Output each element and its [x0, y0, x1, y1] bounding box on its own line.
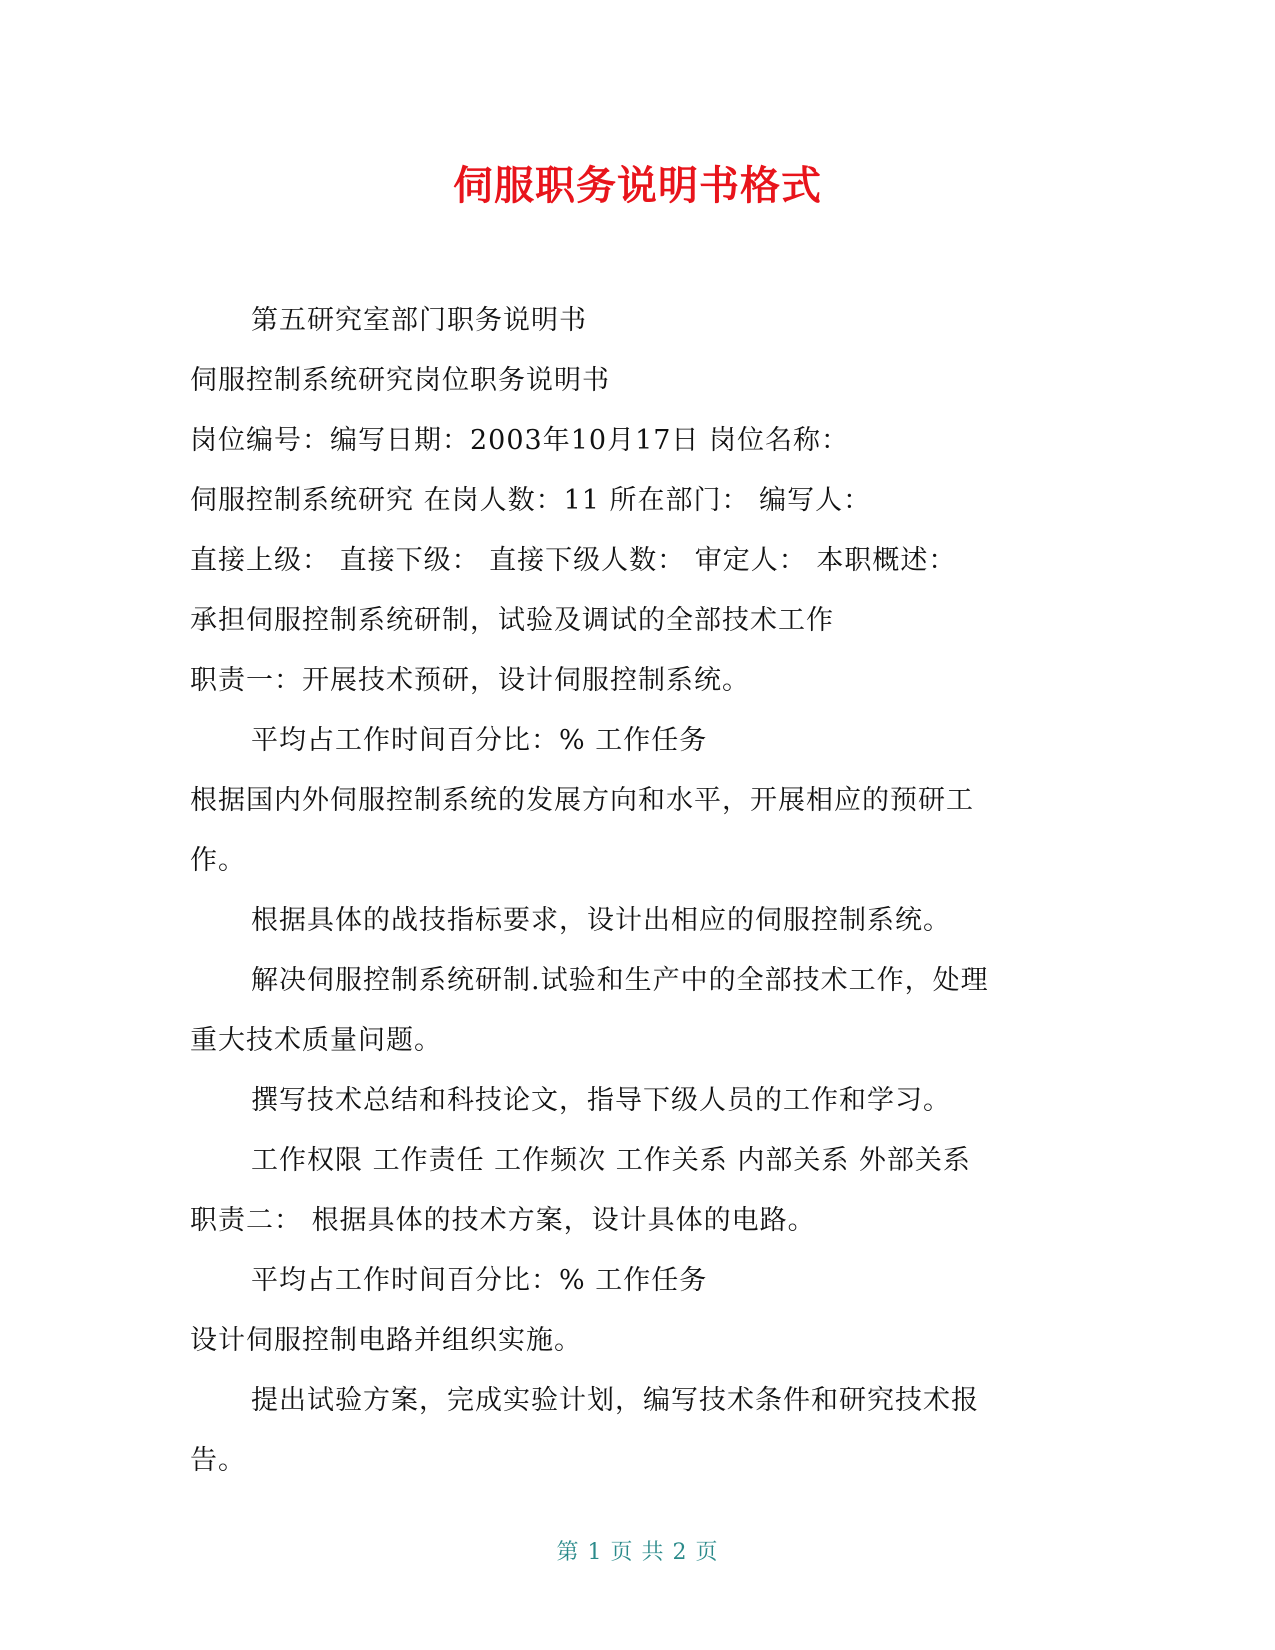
body-line: 作。	[190, 845, 246, 876]
footer-page-suffix: 页	[610, 1540, 634, 1565]
body-line: 职责二： 根据具体的技术方案，设计具体的电路。	[190, 1205, 816, 1236]
body-line: 平均占工作时间百分比：% 工作任务	[251, 1265, 708, 1296]
page-footer	[0, 1538, 1275, 1568]
footer-total-suffix: 页	[695, 1540, 719, 1565]
body-line: 承担伺服控制系统研制，试验及调试的全部技术工作	[190, 605, 834, 636]
body-line: 解决伺服控制系统研制.试验和生产中的全部技术工作，处理	[251, 965, 989, 996]
body-line: 伺服控制系统研究岗位职务说明书	[190, 365, 610, 396]
body-line: 告。	[190, 1445, 246, 1476]
footer-page-prefix: 第	[556, 1540, 580, 1565]
footer-total-prefix: 共	[641, 1540, 665, 1565]
body-line: 工作权限 工作责任 工作频次 工作关系 内部关系 外部关系	[251, 1145, 971, 1176]
body-line: 第五研究室部门职务说明书	[251, 305, 587, 336]
document-body	[190, 291, 1090, 1491]
body-line: 直接上级： 直接下级： 直接下级人数： 审定人： 本职概述：	[190, 545, 957, 576]
body-line: 设计伺服控制电路并组织实施。	[190, 1325, 582, 1356]
footer-current-page: 1	[587, 1540, 603, 1565]
body-line: 根据国内外伺服控制系统的发展方向和水平，开展相应的预研工	[190, 785, 974, 816]
body-line: 撰写技术总结和科技论文，指导下级人员的工作和学习。	[251, 1085, 951, 1116]
body-line: 根据具体的战技指标要求，设计出相应的伺服控制系统。	[251, 905, 951, 936]
body-line: 岗位编号：编写日期：2003年10月17日 岗位名称：	[190, 425, 850, 456]
document-title: 伺服职务说明书格式	[453, 163, 822, 209]
body-line: 职责一：开展技术预研，设计伺服控制系统。	[190, 665, 750, 696]
body-line: 提出试验方案，完成实验计划，编写技术条件和研究技术报	[251, 1385, 979, 1416]
footer-total-pages: 2	[672, 1540, 688, 1565]
body-line: 平均占工作时间百分比：% 工作任务	[251, 725, 708, 756]
body-line: 伺服控制系统研究 在岗人数：11 所在部门： 编写人：	[190, 485, 872, 516]
body-line: 重大技术质量问题。	[190, 1025, 442, 1056]
